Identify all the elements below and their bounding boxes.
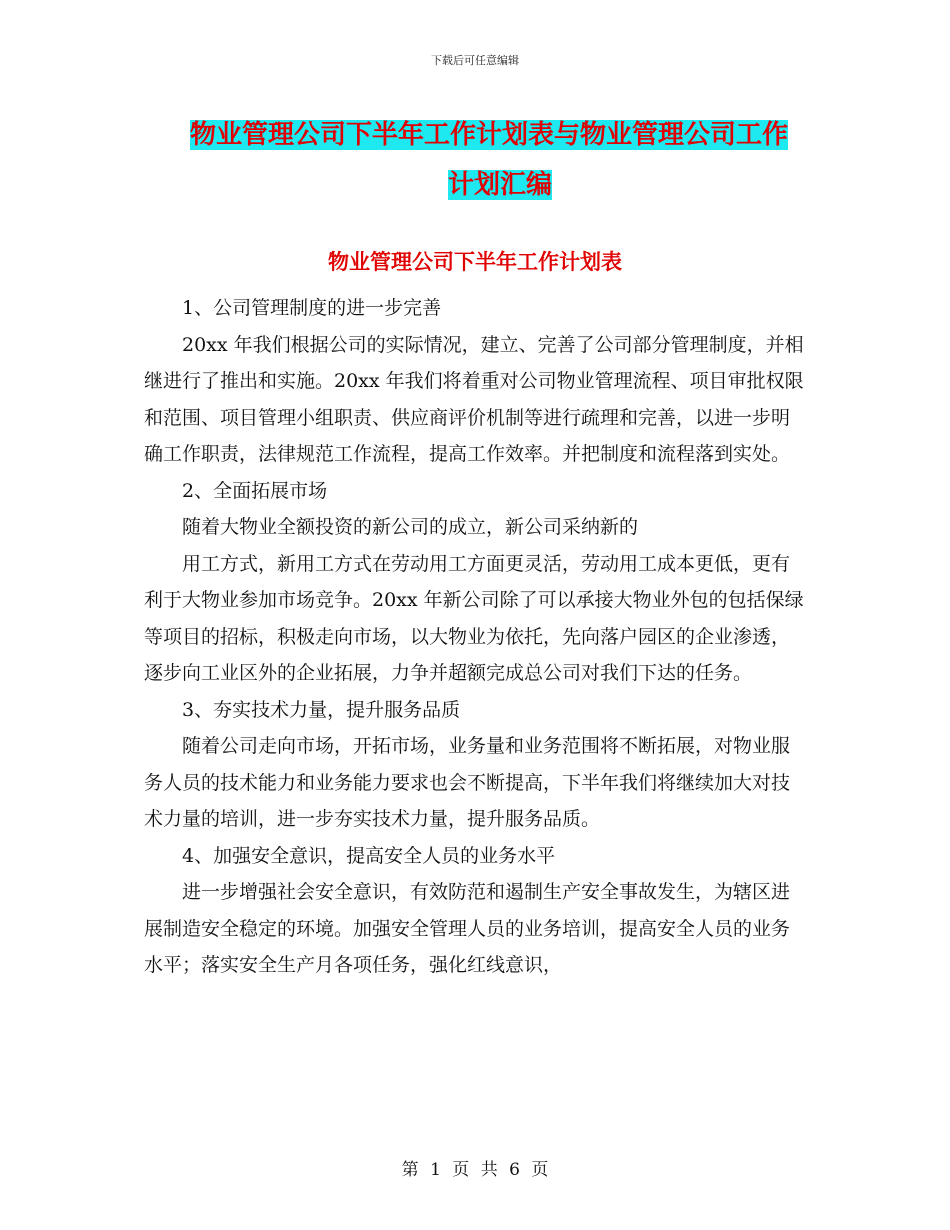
paragraph-3: 随着公司走向市场，开拓市场，业务量和业务范围将不断拓展，对物业服务人员的技术能力和业务能力要求也会不断提高，下半年我们将继续加大对技术力量的培训，进一步夯实技术力量，提升服务品质。: [144, 735, 791, 830]
main-title-line-2: 计划汇编: [447, 170, 552, 200]
paragraph-1: 20xx 年我们根据公司的实际情况，建立、完善了公司部分管理制度，并相继进行了推出和实施。20xx 年我们将着重对公司物业管理流程、项目审批权限和范围、项目管理小组职责、供应商评价机制等进行疏理和完善，以进一步明确工作职责，法律规范工作流程，提高工作效率。并把制度和流程落到实处。: [144, 333, 804, 465]
heading-1: 1、公司管理制度的进一步完善: [182, 297, 442, 319]
paragraph-4: 进一步增强社会安全意识，有效防范和遏制生产安全事故发生，为辖区进展制造安全稳定的环境。加强安全管理人员的业务培训，提高安全人员的业务水平；落实安全生产月各项任务，强化红线意识，: [144, 881, 791, 976]
heading-2: 2、全面拓展市场: [182, 479, 328, 502]
heading-3: 3、夯实技术力量，提升服务品质: [182, 698, 461, 721]
document-body: [144, 290, 804, 984]
paragraph-2a: 随着大物业全额投资的新公司的成立，新公司采纳新的: [182, 516, 639, 538]
paragraph-2b: 用工方式，新用工方式在劳动用工方面更灵活，劳动用工成本更低，更有利于大物业参加市场竞争。20xx 年新公司除了可以承接大物业外包的包括保绿等项目的招标，积极走向市场，以大物业为依托，先向落户园区的企业渗透，逐步向工业区外的企业拓展，力争并超额完成总公司对我们下达的任务。: [144, 552, 804, 684]
main-title-line-1: 物业管理公司下半年工作计划表与物业管理公司工作: [190, 120, 789, 150]
heading-4: 4、加强安全意识，提高安全人员的业务水平: [182, 844, 556, 867]
page-footer: 第 1 页 共 6 页: [401, 1160, 549, 1180]
header-note: 下载后可任意编辑: [431, 54, 519, 67]
section-title: 物业管理公司下半年工作计划表: [328, 250, 622, 274]
main-title: [190, 110, 810, 210]
